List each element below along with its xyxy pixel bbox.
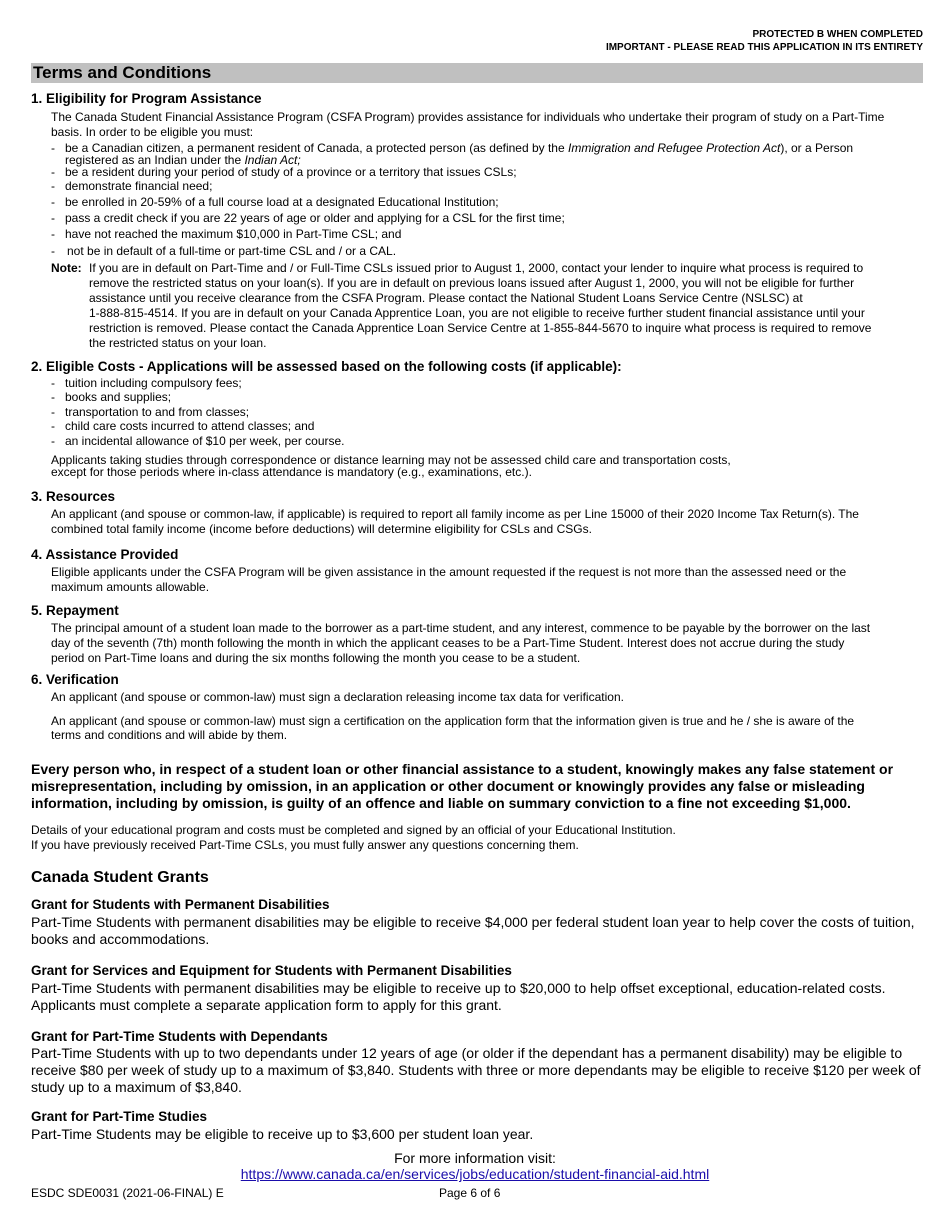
- act-name: Indian Act;: [244, 153, 301, 167]
- grant-text-line: Applicants must complete a separate application form to apply for this grant.: [31, 997, 502, 1013]
- list-bullet: -: [51, 434, 55, 448]
- offence-warning-line: misrepresentation, including by omission, in an application or other document or knowingly provides any false or misleading: [31, 778, 865, 794]
- list-item: be a Canadian citizen, a permanent resident of Canada, a protected person (as defined by the Immigration and Refugee Protection Act), or a Person: [65, 141, 854, 155]
- grant-title: Grant for Students with Permanent Disabilities: [31, 897, 330, 912]
- list-bullet: -: [51, 419, 55, 433]
- s5-paragraph-line: day of the seventh (7th) month following the month in which the applicant ceases to be a Part-Time Student. Interest does not accrue during the study: [51, 636, 845, 650]
- list-item: books and supplies;: [65, 390, 172, 404]
- details-line: If you have previously received Part-Time CSLs, you must fully answer any questions concerning them.: [31, 838, 579, 852]
- section-6-heading: 6. Verification: [31, 672, 119, 687]
- list-item: an incidental allowance of $10 per week, per course.: [65, 434, 345, 448]
- s1-intro-line: basis. In order to be eligible you must:: [51, 125, 254, 139]
- student-financial-aid-link[interactable]: https://www.canada.ca/en/services/jobs/education/student-financial-aid.html: [240, 1166, 710, 1182]
- list-bullet: -: [51, 195, 55, 209]
- details-line: Details of your educational program and costs must be completed and signed by an official of your Educational Institution.: [31, 823, 676, 837]
- list-bullet: -: [51, 141, 55, 155]
- s3-paragraph-line: combined total family income (income before deductions) will determine eligibility for CSLs and CSGs.: [51, 522, 592, 536]
- grant-text-line: receive $80 per week of study up to a maximum of $3,840. Students with three or more dependants may be eligible to receive $120 per week of: [31, 1062, 921, 1078]
- list-item: be a resident during your period of study of a province or a territory that issues CSLs;: [65, 165, 517, 179]
- s1-intro-line: The Canada Student Financial Assistance Program (CSFA Program) provides assistance for individuals who undertake their program of study on a Part-Time: [51, 110, 885, 124]
- grant-text-line: study up to a maximum of $3,840.: [31, 1079, 242, 1095]
- list-bullet: -: [51, 390, 55, 404]
- s2-paragraph-line: Applicants taking studies through correspondence or distance learning may not be assessed child care and transportation costs,: [51, 453, 731, 467]
- note-line: the restricted status on your loan.: [89, 336, 267, 350]
- s6-paragraph-line: An applicant (and spouse or common-law) must sign a declaration releasing income tax data for verification.: [51, 690, 624, 704]
- section-4-heading: 4. Assistance Provided: [31, 547, 179, 562]
- s5-paragraph-line: period on Part-Time loans and during the six months following the month you cease to be a student.: [51, 651, 581, 665]
- grant-text-line: Part-Time Students with permanent disabilities may be eligible to receive $4,000 per federal student loan year to help cover the costs of tuition,: [31, 914, 915, 930]
- list-item: have not reached the maximum $10,000 in Part-Time CSL; and: [65, 227, 402, 241]
- note-line: remove the restricted status on your loan(s). If you are in default on previous loans issued after August 1, 2000, you will not be eligible for further: [89, 276, 855, 290]
- grants-heading: Canada Student Grants: [31, 869, 209, 886]
- grant-title: Grant for Part-Time Studies: [31, 1109, 208, 1124]
- important-notice: IMPORTANT - PLEASE READ THIS APPLICATION IN ITS ENTIRETY: [605, 42, 923, 53]
- note-line: assistance until you receive clearance from the CSFA Program. Please contact the National Student Loans Service Centre (NSLSC) at: [89, 291, 803, 305]
- note-label: Note:: [51, 261, 82, 275]
- list-bullet: -: [51, 165, 55, 179]
- terms-title-bar: [31, 63, 923, 83]
- list-item: be enrolled in 20-59% of a full course load at a designated Educational Institution;: [65, 195, 499, 209]
- s4-paragraph-line: maximum amounts allowable.: [51, 580, 210, 594]
- s3-paragraph-line: An applicant (and spouse or common-law, if applicable) is required to report all family income as per Line 15000 of their 2020 Income Tax Return(s). The: [51, 507, 859, 521]
- s2-paragraph-line: except for those periods where in-class attendance is mandatory (e.g., examinations, etc.).: [51, 465, 532, 479]
- list-bullet: -: [51, 211, 55, 225]
- note-line: 1-888-815-4514. If you are in default on your Canada Apprentice Loan, you are not eligible to receive further student financial assistance until your: [89, 306, 865, 320]
- list-bullet: -: [51, 179, 55, 193]
- offence-warning-line: information, including by omission, is guilty of an offence and liable on summary conviction to a fine not exceeding $1,000.: [31, 795, 851, 811]
- s6-paragraph-line: terms and conditions and will abide by them.: [51, 728, 288, 742]
- section-5-heading: 5. Repayment: [31, 603, 119, 618]
- act-name: Immigration and Refugee Protection Act: [568, 141, 781, 155]
- list-item: demonstrate financial need;: [65, 179, 213, 193]
- list-bullet: -: [51, 227, 55, 241]
- protected-b-label: PROTECTED B WHEN COMPLETED: [752, 29, 923, 40]
- footer-link-row: [0, 1166, 950, 1182]
- note-line: If you are in default on Part-Time and / or Full-Time CSLs issued prior to August 1, 2000, contact your lender to inquire what process is required to: [89, 261, 864, 275]
- s4-paragraph-line: Eligible applicants under the CSFA Program will be given assistance in the amount requested if the request is not more than the assessed need or the: [51, 565, 847, 579]
- offence-warning-line: Every person who, in respect of a student loan or other financial assistance to a student, knowingly makes any false statement or: [31, 761, 894, 777]
- list-bullet: -: [51, 405, 55, 419]
- grant-title: Grant for Services and Equipment for Students with Permanent Disabilities: [31, 963, 512, 978]
- section-3-heading: 3. Resources: [31, 489, 116, 504]
- grant-text-line: Part-Time Students with up to two dependants under 12 years of age (or older if the dependant has a permanent disability) may be eligible to: [31, 1045, 903, 1061]
- more-info-label: For more information visit:: [394, 1150, 556, 1166]
- grant-title: Grant for Part-Time Students with Dependants: [31, 1029, 328, 1044]
- form-identifier: ESDC SDE0031 (2021-06-FINAL) E: [31, 1186, 224, 1200]
- page-number: Page 6 of 6: [439, 1186, 501, 1200]
- grant-text-line: Part-Time Students may be eligible to receive up to $3,600 per student loan year.: [31, 1126, 534, 1142]
- list-bullet: -: [51, 244, 55, 258]
- page-title: Terms and Conditions: [33, 63, 212, 82]
- s6-paragraph-line: An applicant (and spouse or common-law) must sign a certification on the application form that the information given is true and he / she is aware of the: [51, 714, 855, 728]
- grant-text-line: Part-Time Students with permanent disabilities may be eligible to receive up to $20,000 to help offset exceptional, education-related costs.: [31, 980, 886, 996]
- list-item: pass a credit check if you are 22 years of age or older and applying for a CSL for the first time;: [65, 211, 565, 225]
- list-item: child care costs incurred to attend classes; and: [65, 419, 315, 433]
- s5-paragraph-line: The principal amount of a student loan made to the borrower as a part-time student, and any interest, commence to be payable by the borrower on the last: [51, 621, 871, 635]
- list-item: not be in default of a full-time or part-time CSL and / or a CAL.: [67, 244, 397, 258]
- list-bullet: -: [51, 376, 55, 390]
- section-1-heading: 1. Eligibility for Program Assistance: [31, 91, 262, 106]
- section-2-heading: 2. Eligible Costs - Applications will be assessed based on the following costs (if applicable):: [31, 359, 622, 374]
- list-item: transportation to and from classes;: [65, 405, 250, 419]
- grant-text-line: books and accommodations.: [31, 931, 210, 947]
- list-item-cont: registered as an Indian under the Indian Act;: [65, 153, 301, 167]
- list-item: tuition including compulsory fees;: [65, 376, 242, 390]
- note-line: restriction is removed. Please contact the Canada Apprentice Loan Service Centre at 1-855-844-5670 to inquire what process is required to remove: [89, 321, 872, 335]
